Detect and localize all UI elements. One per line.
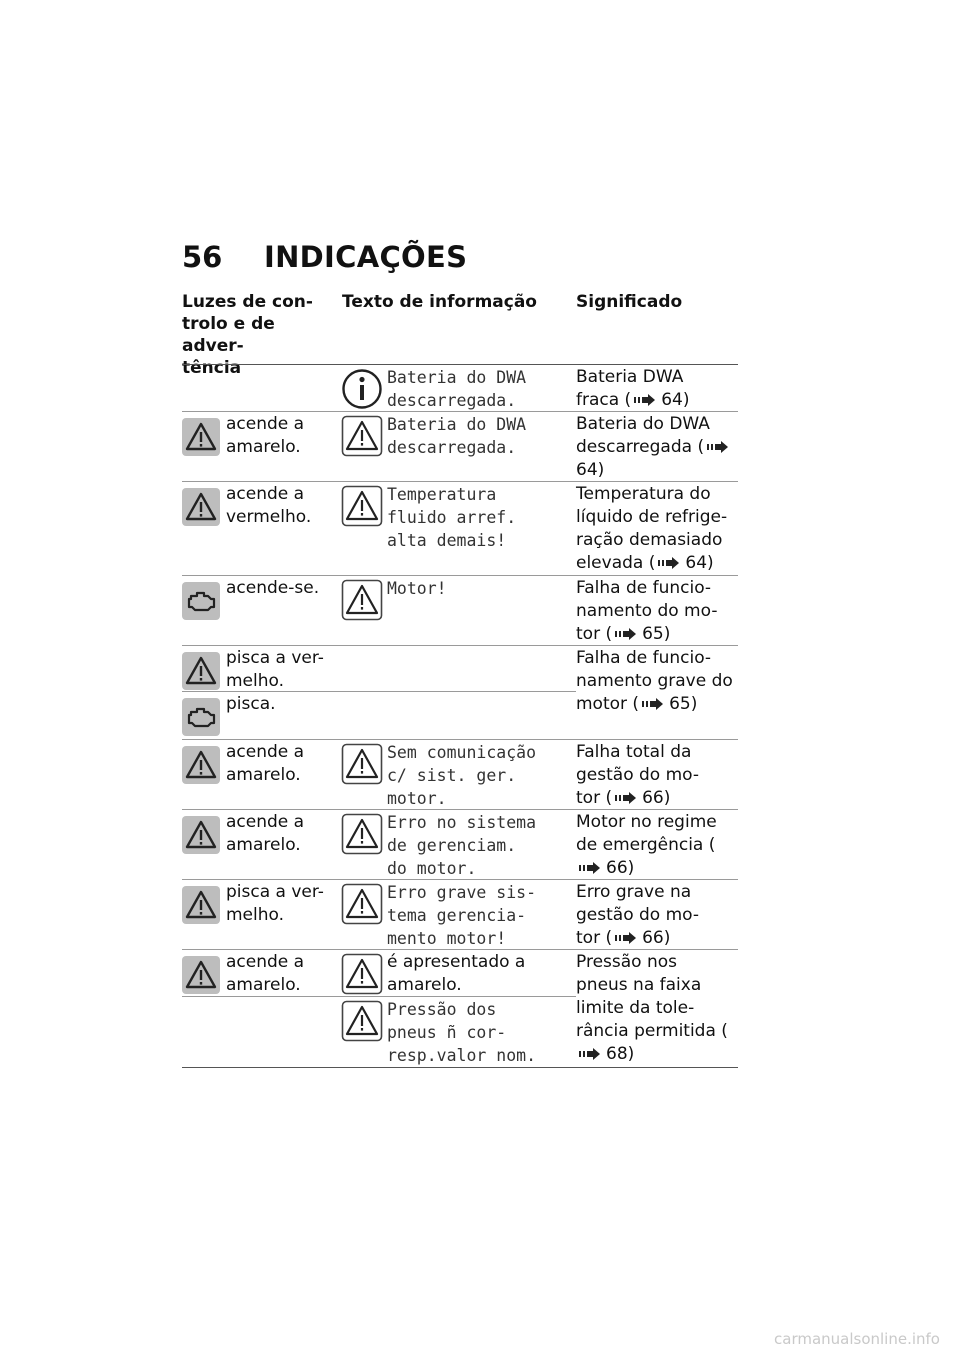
- meaning-label: Temperatura do líquido de refrige- ração demasiado elevada: [576, 484, 728, 573]
- warning-triangle-icon: [182, 956, 220, 994]
- lamp-status-text: acende a amarelo.: [226, 812, 305, 855]
- warning-triangle-icon: [182, 652, 220, 690]
- warning-icon: [341, 1000, 383, 1042]
- info-text: Pressão dos pneus ñ cor- resp.valor nom.: [387, 1000, 537, 1065]
- info-text: Motor!: [387, 579, 447, 598]
- meaning-label: Motor no regime de emergência: [576, 812, 717, 855]
- info-text: Bateria do DWA descarregada.: [387, 415, 527, 457]
- meaning-label: Falha de funcio- namento do mo- tor: [576, 578, 718, 644]
- lamp-status-text: pisca.: [226, 694, 276, 714]
- info-text: Erro no sistema de gerenciam. do motor.: [387, 813, 537, 878]
- meaning-text: [576, 951, 738, 1066]
- watermark: carmanualsonline.info: [774, 1330, 940, 1348]
- meaning-label: Erro grave na gestão do mo- tor: [576, 882, 700, 948]
- page-reference-link[interactable]: ( 65): [600, 624, 671, 644]
- warning-icon: [341, 579, 383, 621]
- meaning-text: [576, 413, 738, 482]
- engine-icon: [182, 698, 220, 736]
- info-text: Bateria do DWA descarregada.: [387, 368, 527, 410]
- info-text: Sem comunicação c/ sist. ger. motor.: [387, 743, 537, 808]
- info-text: Erro grave sis- tema gerencia- mento motor!: [387, 883, 537, 948]
- row-divider: [182, 1067, 738, 1068]
- warning-icon: [341, 953, 383, 995]
- meaning-text: [576, 811, 738, 880]
- warning-triangle-icon: [182, 886, 220, 924]
- meaning-label: Pressão nos pneus na faixa limite da tole- rância permitida: [576, 952, 716, 1041]
- lamp-status-text: pisca a ver- melho.: [226, 882, 324, 925]
- meaning-text: [576, 366, 738, 412]
- meaning-label: Bateria DWA fraca: [576, 367, 684, 410]
- lamp-status-text: acende a vermelho.: [226, 484, 312, 527]
- lamp-status-text: acende-se.: [226, 578, 320, 598]
- column-header-lamps: Luzes de con- trolo e de adver- tência: [182, 292, 313, 378]
- info-icon: [341, 368, 383, 410]
- row-divider: [182, 364, 738, 365]
- page-reference-link[interactable]: ( 66): [600, 788, 671, 808]
- meaning-text: [576, 483, 738, 575]
- meaning-text: [576, 577, 738, 646]
- page-reference-link[interactable]: (68): [576, 1021, 728, 1064]
- lamp-status-text: acende a amarelo.: [226, 742, 305, 785]
- warning-triangle-icon: [182, 746, 220, 784]
- warning-triangle-icon: [182, 816, 220, 854]
- lamp-status-text: acende a amarelo.: [226, 414, 305, 457]
- warning-icon: [341, 415, 383, 457]
- page-reference-link[interactable]: ( 64): [643, 553, 714, 573]
- page-reference-link[interactable]: (66): [576, 835, 715, 878]
- page-header: [182, 240, 467, 274]
- page-reference-number: 68): [606, 1044, 635, 1064]
- page-reference-number: 64): [661, 390, 690, 410]
- warning-icon: [341, 485, 383, 527]
- meaning-label: Falha total da gestão do mo- tor: [576, 742, 700, 808]
- page-reference-number: 64): [685, 553, 714, 573]
- table-header: [182, 291, 738, 378]
- meaning-label: Falha de funcio- namento grave do motor: [576, 648, 733, 714]
- page-reference-number: 65): [669, 694, 698, 714]
- column-header-meaning: Significado: [576, 292, 683, 312]
- warning-icon: [341, 743, 383, 785]
- page-reference-number: 66): [606, 858, 635, 878]
- page-number: 56: [182, 240, 223, 274]
- page-reference-number: 66): [642, 788, 671, 808]
- page-reference-number: 65): [642, 624, 671, 644]
- page-reference-link[interactable]: (64): [576, 437, 734, 480]
- warning-triangle-icon: [182, 418, 220, 456]
- page-reference-link[interactable]: ( 66): [600, 928, 671, 948]
- meaning-label: Bateria do DWA descarregada: [576, 414, 710, 457]
- page-reference-number: 64): [576, 460, 605, 480]
- row-divider: [182, 575, 738, 576]
- meaning-text: [576, 741, 738, 810]
- warning-icon: [341, 813, 383, 855]
- row-divider: [182, 739, 738, 740]
- meaning-text: [576, 647, 738, 716]
- info-text: Temperatura fluido arref. alta demais!: [387, 485, 517, 550]
- engine-icon: [182, 582, 220, 620]
- warning-icon: [341, 883, 383, 925]
- meaning-text: [576, 881, 738, 950]
- column-header-info-text: Texto de informação: [342, 292, 537, 312]
- lamp-status-text: pisca a ver- melho.: [226, 648, 324, 691]
- page-reference-number: 66): [642, 928, 671, 948]
- warning-triangle-icon: [182, 488, 220, 526]
- page-reference-link[interactable]: ( 64): [619, 390, 690, 410]
- lamp-status-text: acende a amarelo.: [226, 952, 305, 995]
- page-title: INDICAÇÕES: [264, 240, 468, 274]
- info-text: é apresentado a amarelo.: [387, 952, 526, 995]
- page-reference-link[interactable]: ( 65): [627, 694, 698, 714]
